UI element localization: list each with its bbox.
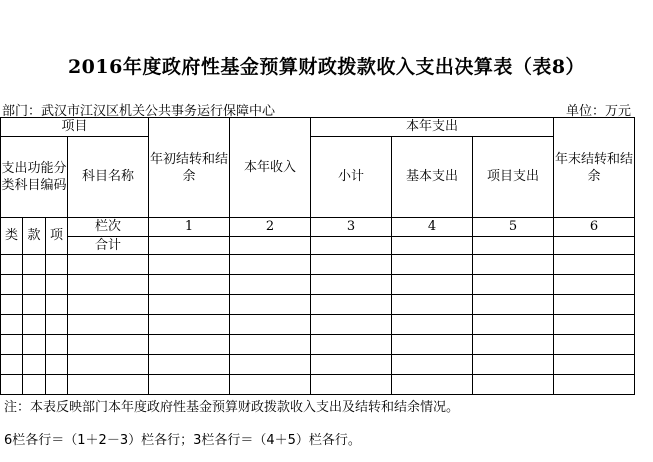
header-kuan: 款 [23, 218, 46, 255]
table-cell [230, 355, 311, 375]
table-row [1, 295, 635, 315]
col-number: 4 [392, 218, 473, 237]
table-cell [392, 335, 473, 355]
table-cell [392, 315, 473, 335]
table-cell [68, 355, 149, 375]
header-project: 项目 [1, 118, 149, 137]
table-cell [68, 335, 149, 355]
table-cell [311, 335, 392, 355]
table-cell [311, 375, 392, 395]
table-row [1, 255, 635, 275]
note-description: 注：本表反映部门本年度政府性基金预算财政拨款收入支出及结转和结余情况。 [4, 400, 460, 415]
table-row [1, 375, 635, 395]
table-cell [46, 335, 68, 355]
header-income: 本年收入 [230, 118, 311, 218]
col-number: 5 [473, 218, 554, 237]
table-cell [23, 355, 46, 375]
table-cell [473, 295, 554, 315]
table-cell [23, 255, 46, 275]
header-basic: 基本支出 [392, 137, 473, 218]
table-cell [392, 295, 473, 315]
table-row [1, 315, 635, 335]
table-cell [68, 275, 149, 295]
report-title: 2016年度政府性基金预算财政拨款收入支出决算表（表8） [67, 56, 586, 78]
table-cell [23, 315, 46, 335]
col-number: 3 [311, 218, 392, 237]
table-cell [1, 255, 23, 275]
table-cell [554, 275, 635, 295]
table-cell [1, 355, 23, 375]
table-cell [392, 275, 473, 295]
table-cell [1, 335, 23, 355]
table-cell [311, 355, 392, 375]
table-cell [554, 335, 635, 355]
table-cell [392, 375, 473, 395]
header-begin-balance: 年初结转和结余 [149, 118, 230, 218]
table-cell [1, 275, 23, 295]
table-cell [554, 375, 635, 395]
table-cell [230, 275, 311, 295]
table-cell [392, 237, 473, 255]
table-row [1, 335, 635, 355]
table-cell [46, 355, 68, 375]
col-number: 2 [230, 218, 311, 237]
department-label: 部门：武汉市江汉区机关公共事务运行保障中心 [2, 104, 276, 119]
table-cell [230, 315, 311, 335]
table-cell [473, 375, 554, 395]
header-project-exp: 项目支出 [473, 137, 554, 218]
table-cell [1, 295, 23, 315]
table-cell [311, 275, 392, 295]
header-end-balance: 年末结转和结余 [554, 118, 635, 218]
table-cell [554, 315, 635, 335]
table-cell [46, 275, 68, 295]
table-cell [554, 355, 635, 375]
header-func-code: 支出功能分类科目编码 [1, 137, 68, 218]
table-cell [554, 295, 635, 315]
note-formula: 6栏各行＝（1＋2－3）栏各行；3栏各行＝（4＋5）栏各行。 [4, 433, 361, 448]
table-cell [473, 275, 554, 295]
table-cell [68, 375, 149, 395]
table-cell [149, 255, 230, 275]
table-cell [1, 375, 23, 395]
table-cell [473, 237, 554, 255]
table-cell [149, 335, 230, 355]
table-cell [23, 275, 46, 295]
table-cell [311, 295, 392, 315]
row-lanci-label: 栏次 [68, 218, 149, 237]
table-cell [311, 315, 392, 335]
table-cell [23, 375, 46, 395]
col-number: 1 [149, 218, 230, 237]
header-xiang: 项 [46, 218, 68, 255]
table-cell [473, 355, 554, 375]
table-cell [23, 295, 46, 315]
table-cell [46, 255, 68, 275]
table-cell [68, 255, 149, 275]
table-cell [23, 335, 46, 355]
table-row [1, 355, 635, 375]
table-cell [230, 375, 311, 395]
table-cell [230, 237, 311, 255]
table-cell [46, 375, 68, 395]
table-cell [1, 315, 23, 335]
table-cell [392, 255, 473, 275]
table-cell [149, 237, 230, 255]
table-cell [68, 295, 149, 315]
table-cell [149, 315, 230, 335]
table-cell [554, 255, 635, 275]
table-cell [473, 335, 554, 355]
table-cell [68, 315, 149, 335]
table-cell [473, 315, 554, 335]
table-cell [311, 237, 392, 255]
table-cell [230, 335, 311, 355]
table-row [1, 275, 635, 295]
budget-table [0, 117, 635, 395]
table-cell [230, 295, 311, 315]
col-number: 6 [554, 218, 635, 237]
table-cell [392, 355, 473, 375]
table-cell [46, 315, 68, 335]
table-cell [311, 255, 392, 275]
table-cell [149, 375, 230, 395]
table-cell [149, 275, 230, 295]
table-cell [46, 295, 68, 315]
table-cell [149, 295, 230, 315]
header-subject-name: 科目名称 [68, 137, 149, 218]
table-cell [554, 237, 635, 255]
header-subtotal: 小计 [311, 137, 392, 218]
table-cell [473, 255, 554, 275]
table-cell [149, 355, 230, 375]
row-total-label: 合计 [68, 237, 149, 255]
table-cell [230, 255, 311, 275]
header-lei: 类 [1, 218, 23, 255]
header-expend: 本年支出 [311, 118, 554, 137]
unit-label: 单位：万元 [565, 104, 631, 119]
